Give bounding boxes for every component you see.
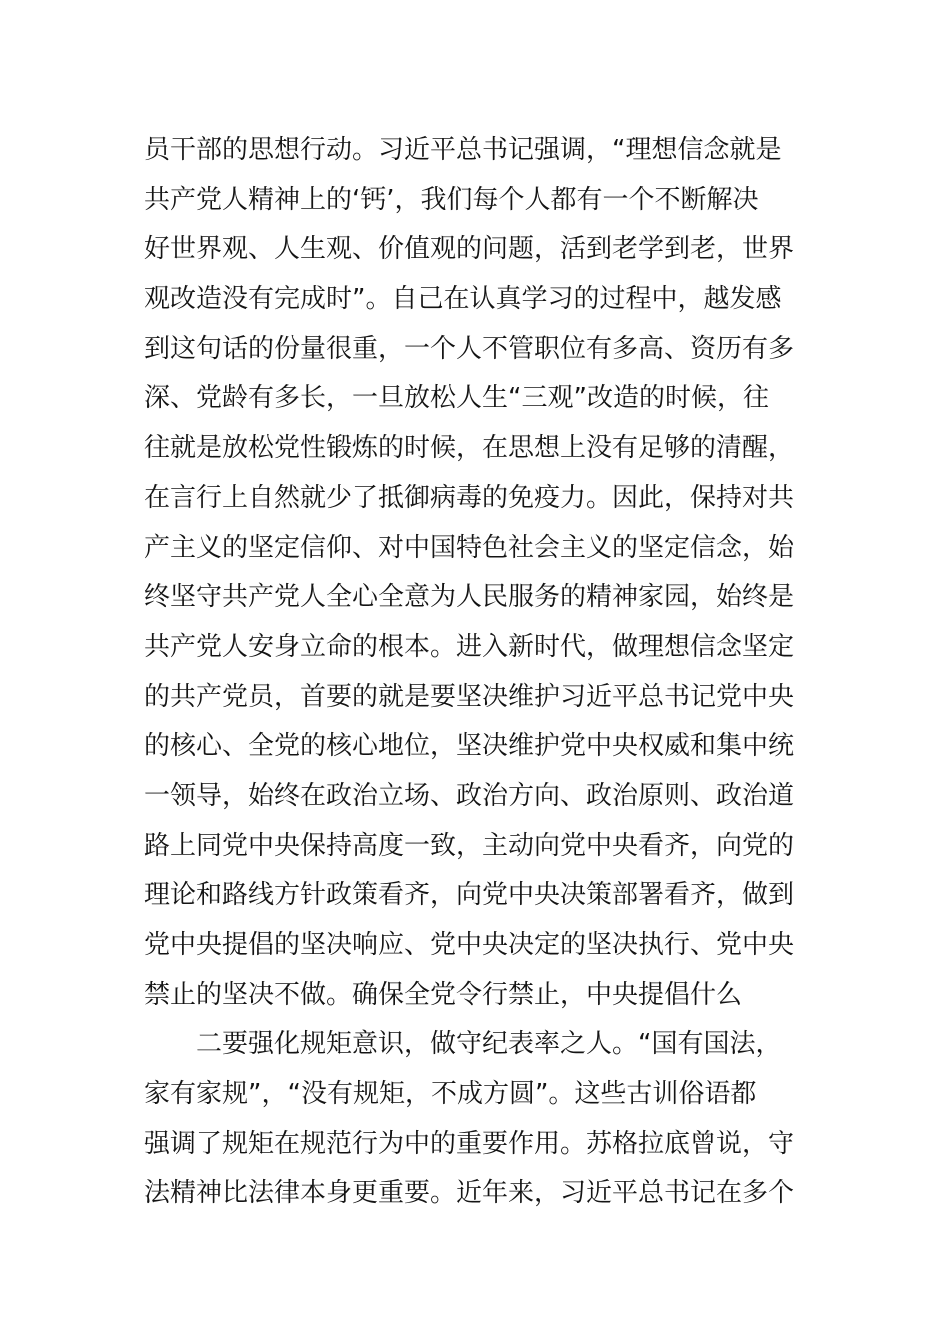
text-line: 往就是放松党性锻炼的时候，在思想上没有足够的清醒， — [144, 433, 795, 464]
text-line: 产主义的坚定信仰、对中国特色社会主义的坚定信念，始 — [144, 532, 795, 563]
document-body — [144, 126, 824, 1219]
text-line: 的共产党员，首要的就是要坚决维护习近平总书记党中央 — [144, 681, 795, 712]
paragraph-first-line: 二要强化规矩意识，做守纪表率之人。“国有国法， — [196, 1029, 782, 1060]
text-line: 理论和路线方针政策看齐，向党中央决策部署看齐，做到 — [144, 880, 795, 911]
text-line: 一领导，始终在政治立场、政治方向、政治原则、政治道 — [144, 780, 795, 811]
text-line: 终坚守共产党人全心全意为人民服务的精神家园，始终是 — [144, 582, 795, 613]
text-line: 在言行上自然就少了抵御病毒的免疫力。因此，保持对共 — [144, 482, 795, 513]
text-line: 到这句话的份量很重，一个人不管职位有多高、资历有多 — [144, 333, 795, 364]
text-line: 党中央提倡的坚决响应、党中央决定的坚决执行、党中央 — [144, 930, 795, 960]
text-line: 法精神比法律本身更重要。近年来，习近平总书记在多个 — [144, 1178, 795, 1209]
text-line: 的核心、全党的核心地位，坚决维护党中央权威和集中统 — [144, 731, 795, 762]
text-line: 强调了规矩在规范行为中的重要作用。苏格拉底曾说，守 — [144, 1128, 795, 1159]
text-line: 共产党人安身立命的根本。进入新时代，做理想信念坚定 — [144, 631, 795, 662]
text-line: 路上同党中央保持高度一致，主动向党中央看齐，向党的 — [144, 830, 795, 861]
text-line: 深、党龄有多长，一旦放松人生“三观”改造的时候，往 — [144, 383, 769, 414]
text-line: 家有家规”，“没有规矩，不成方圆”。这些古训俗语都 — [144, 1079, 757, 1110]
text-line: 观改造没有完成时”。自己在认真学习的过程中，越发感 — [144, 284, 782, 315]
text-line: 禁止的坚决不做。确保全党令行禁止，中央提倡什么 — [144, 979, 743, 1010]
text-line: 好世界观、人生观、价值观的问题，活到老学到老，世界 — [144, 234, 795, 265]
text-line: 共产党人精神上的‘钙’，我们每个人都有一个不断解决 — [144, 184, 759, 215]
text-line: 员干部的思想行动。习近平总书记强调，“理想信念就是 — [144, 135, 782, 165]
